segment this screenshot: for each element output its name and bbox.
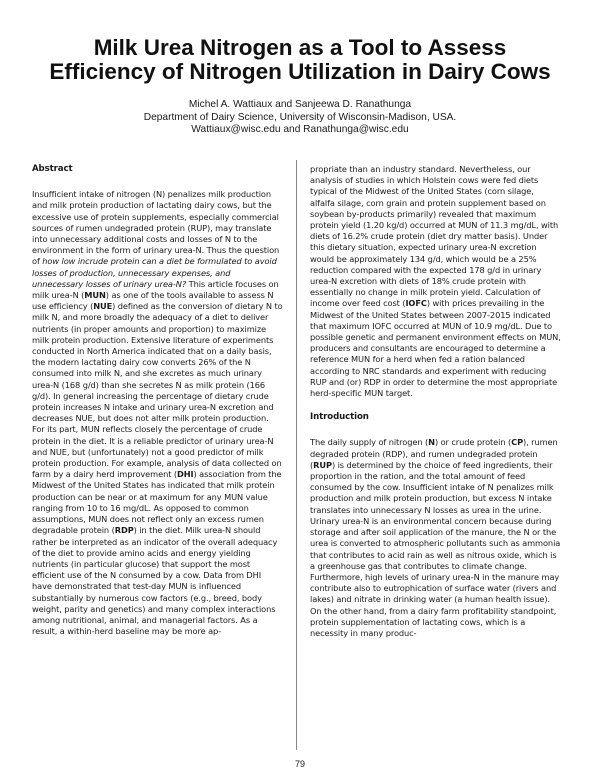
column-divider [296, 160, 297, 750]
title-line-1: Milk Urea Nitrogen as a Tool to Assess [93, 35, 507, 60]
author-names: Michel A. Wattiaux and Sanjeewa D. Ranathunga [188, 99, 412, 110]
author-affiliation: Department of Dairy Science, University of Wisconsin-Madison, USA. [143, 111, 457, 123]
abbr-iofc: IOFC [405, 298, 427, 309]
abstract-heading: Abstract [32, 164, 73, 174]
abstract-continued: propriate than an industry standard. Nevertheless, our analysis of studies in which Holstein cows were fed diets typical of the Midwest of the United States (corn silage, alfalfa silage, corn grain and protein supplement based on soybean by-products primarily) revealed that maximum protein yield (1.20 kg/d) occurred at MUN of 11.3 mg/dL, with diets of 16.2% crude protein (diet dry matter basis). Under this dietary situation, expected urinary urea-N excretion would be approximately 134 g/d, which would be a 25% reduction compared with the expected 178 g/d in urinary urea-N excretion with diets of 18% crude protein with essentially no change in milk protein yield. Calculation of income over feed cost (IOFC) with prices prevailing in the Midwest of the United States between 2007-2015 indicated that maximum IOFC occurred at MUN of 10.9 mg/dL. Due to possible genetic and permanent environment effects on MUN, producers and consultants are encouraged to determine a reference MUN for a herd when fed a ration balanced according to NRC standards and experiment with reducing RUP and (or) RDP in order to determine the most appropriate herd-specific MUN target. [310, 164, 561, 399]
left-column [32, 164, 283, 637]
abbr-cp: CP [511, 437, 524, 448]
abbr-rdp: RDP [114, 525, 134, 536]
page-number: 79 [294, 759, 305, 769]
right-column [310, 164, 561, 639]
title-line-2: Efficiency of Nitrogen Utilization in Dairy Cows [49, 59, 551, 84]
abbr-dhi: DHI [176, 469, 194, 480]
introduction-heading: Introduction [310, 412, 369, 423]
author-emails[interactable]: Wattiaux@wisc.edu and Ranathunga@wisc.edu [191, 124, 409, 135]
abbr-rup: RUP [313, 459, 332, 470]
paper-title [20, 36, 580, 84]
abstract-question: how low incrude protein can a diet be formulated to avoid losses of production, unnecessary expenses, and unnecessary losses of urinary urea-N? [32, 256, 277, 289]
abbr-nue: NUE [93, 301, 113, 312]
abstract-paragraph: Insufficient intake of nitrogen (N) penalizes milk production and milk protein production of lactating dairy cows, but the excessive use of protein supplements, especially commercial sources of rumen undegraded protein (RUP), may translate into unnecessary additional costs and losses of N to the environment in the form of urinary urea-N. Thus the question of how low incrude protein can a diet be formulated to avoid losses of production, unnecessary expenses, and unnecessary losses of urinary urea-N? This article focuses on milk urea-N (MUN) as one of the tools available to assess N use efficiency (NUE) defined as the conversion of dietary N to milk N, and more broadly the adequacy of a diet to deliver nutrients (in proper amounts and proportion) to maximize milk protein production. Extensive literature of experiments conducted in North America indicated that on a daily basis, the modern lactating dairy cow converts 26% of the N consumed into milk N, and she excretes as much urinary urea-N (168 g/d) than she secretes N as milk protein (166 g/d). In general increasing the percentage of dietary crude protein increases N intake and urinary urea-N excretion and decreases NUE, but does not alter milk protein production. For its part, MUN reflects closely the percentage of crude protein in the diet. It is a reliable predictor of urinary urea-N and NUE, but (unfortunately) not a good predictor of milk protein production. For example, analysis of data collected on farm by a dairy herd improvement (DHI) association from the Midwest of the United States has indicated that milk protein production can be near or at maximum for any MUN value ranging from 10 to 16 mg/dL. As opposed to common assumptions, MUN does not reflect only an excess rumen degradable protein (RDP) in the diet. Milk urea-N should rather be interpreted as an indicator of the overall adequacy of the diet to provide amino acids and energy yielding nutrients (in particular glucose) that support the most efficient use of the N consumed by a cow. Data from DHI have demonstrated that test-day MUN is influenced substantially by numerous cow factors (e.g., breed, body weight, parity and genetics) and many complex interactions among nutritional, animal, and managerial factors. As a result, a within-herd baseline may be more ap- [32, 189, 283, 637]
author-block [20, 99, 580, 137]
abbr-mun: MUN [84, 290, 106, 301]
abbr-n: N [428, 437, 435, 448]
introduction-paragraph: The daily supply of nitrogen (N) or crude protein (CP), rumen degraded protein (RDP), and rumen undegraded protein (RUP) is determined by the choice of feed ingredients, their proportion in the ration, and the total amount of feed consumed by the cow. Insufficient intake of N penalizes milk production and milk protein production, but excess N intake translates into unnecessary N losses as urea in the urine. Urinary urea-N is an environmental concern because during storage and after soil application of the manure, the N or the urea is converted to atmospheric pollutants such as ammonia that contributes to acid rain as well as nitrous oxide, which is a greenhouse gas that contributes to climate change. Furthermore, high levels of urinary urea-N in the manure may contribute also to eutrophication of surface water (rivers and lakes) and nitrate in drinking water (a human health issue). On the other hand, from a dairy farm profitability standpoint, protein supplementation of lactating cows, which is a necessity in many produc- [310, 437, 561, 638]
